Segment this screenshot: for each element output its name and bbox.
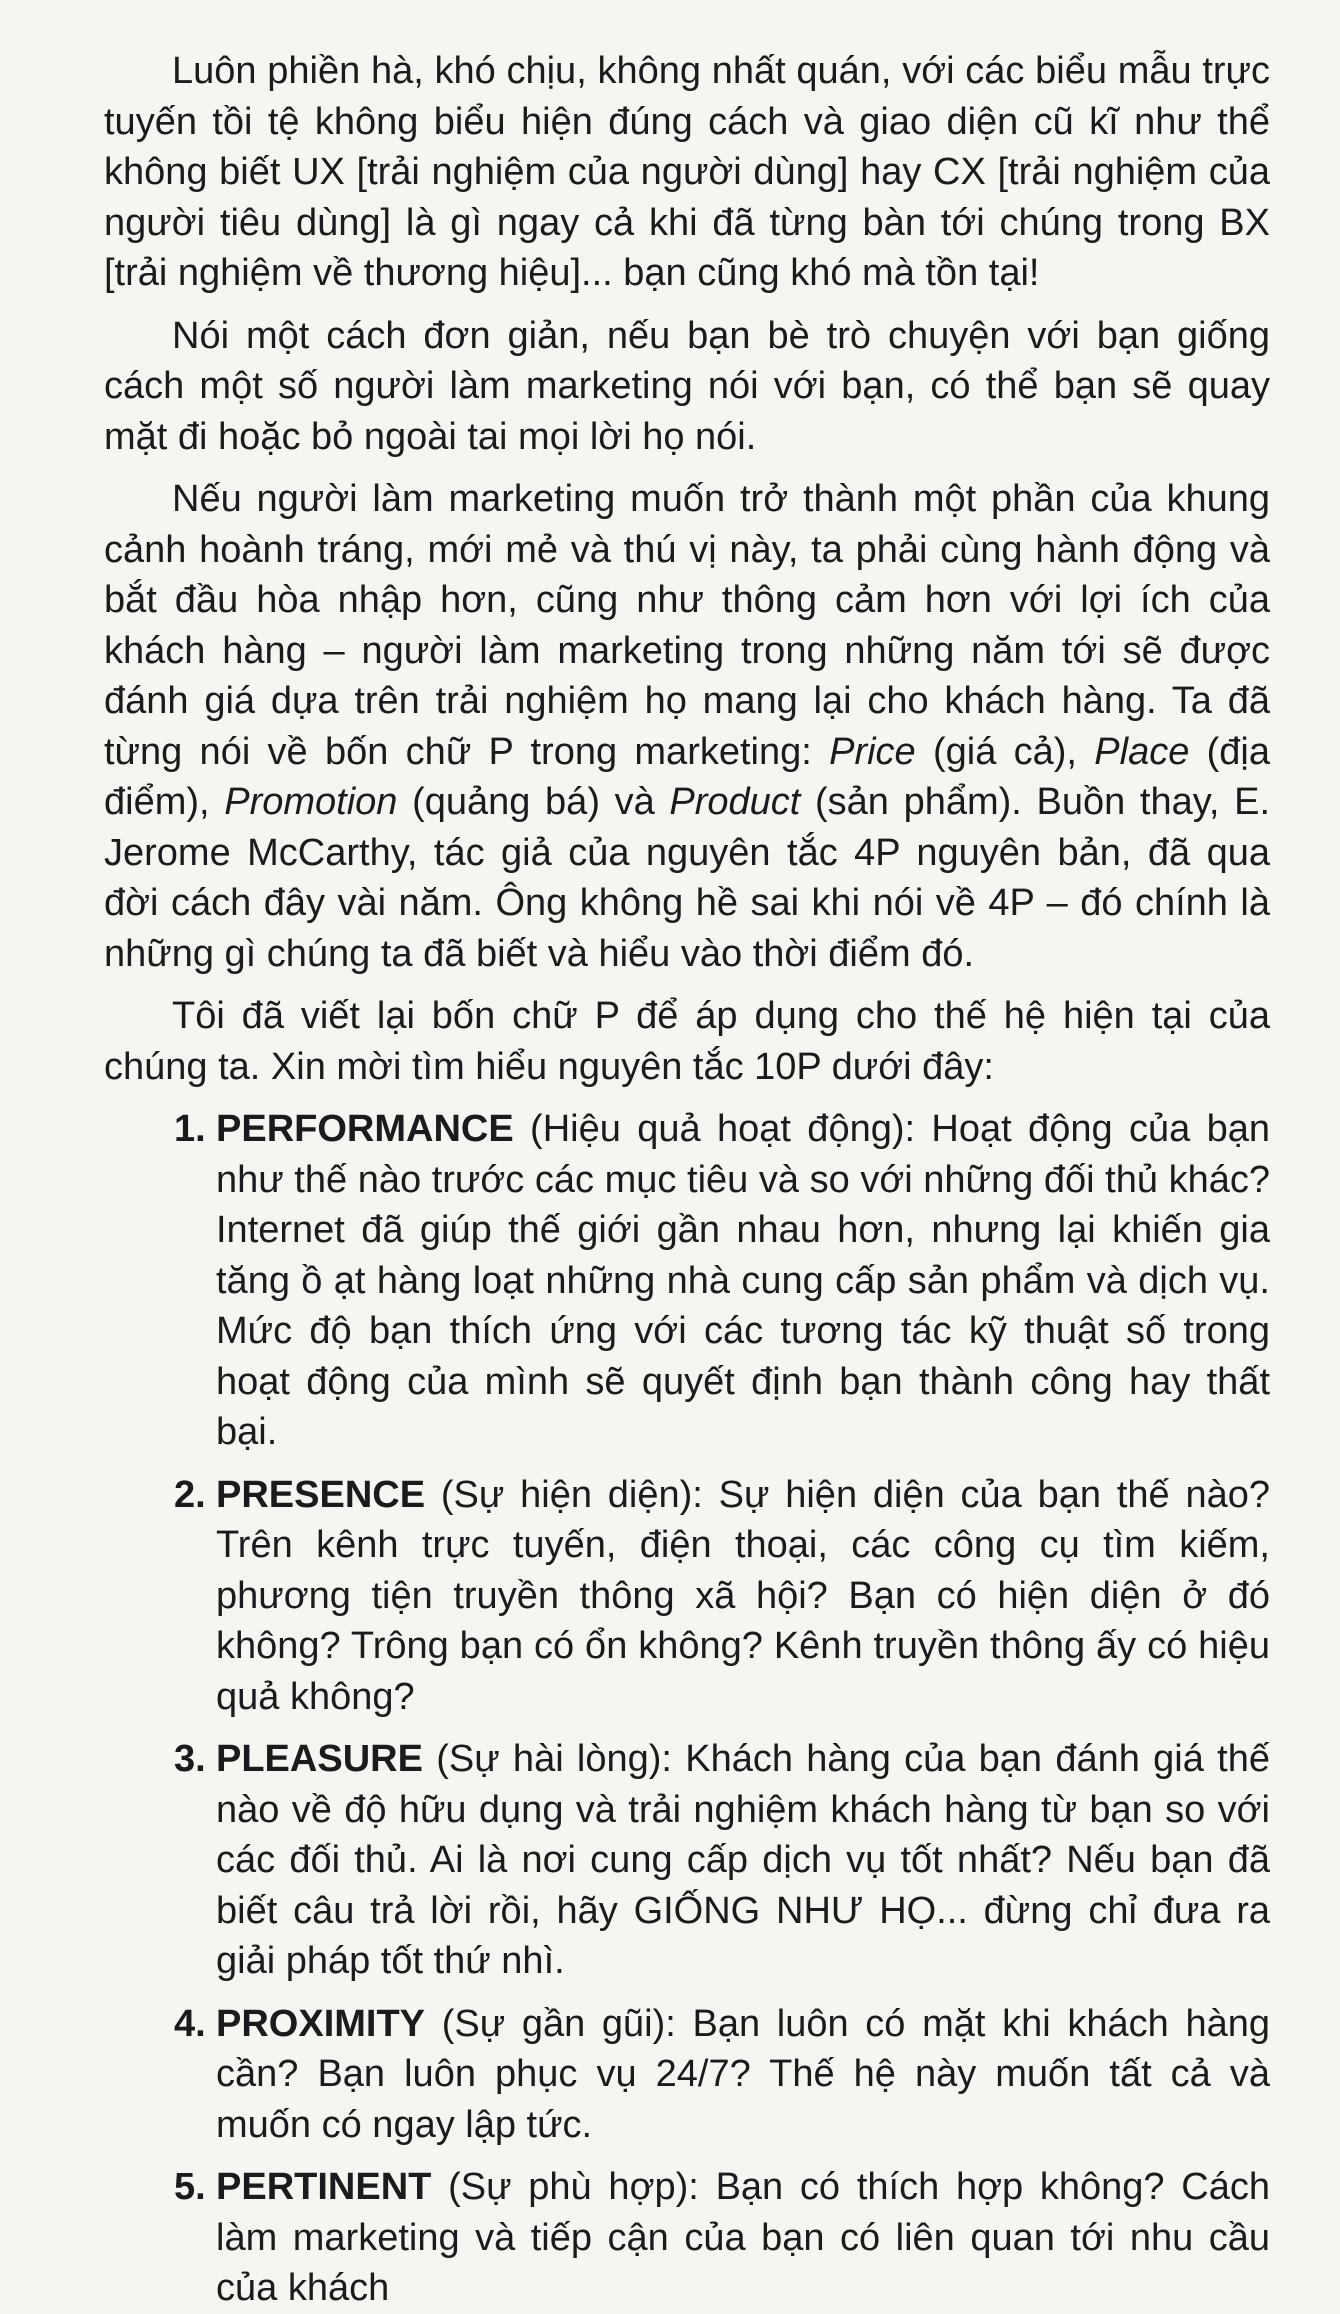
text-segment: Nếu người làm marketing muốn trở thành một phần của khung cảnh hoành tráng, mới mẻ và thú vị này, ta phải cùng hành động và bắt đầu hòa nhập hơn, cũng như thông cảm hơn với lợi ích của khách hàng – người làm marketing trong những năm tới sẽ được đánh giá dựa trên trải nghiệm họ mang lại cho khách hàng. Ta đã từng nói về bốn chữ P trong marketing: (104, 478, 1270, 773)
item-term: PROXIMITY (216, 2002, 426, 2045)
list-item-performance (104, 1104, 1270, 1458)
list-item-pleasure (104, 1734, 1270, 1987)
item-text: (Sự hiện diện): Sự hiện diện của bạn thế nào? Trên kênh trực tuyến, điện thoại, các công cụ tìm kiếm, phương tiện truyền thông xã hội? Bạn có hiện diện ở đó không? Trông bạn có ổn không? Kênh truyền thông ấy có hiệu quả không? (216, 1473, 1270, 1718)
item-term: PERFORMANCE (216, 1108, 514, 1150)
paragraph-friends: Nói một cách đơn giản, nếu bạn bè trò chuyện với bạn giống cách một số người làm marketing nói với bạn, có thể bạn sẽ quay mặt đi hoặc bỏ ngoài tai mọi lời họ nói. (104, 314, 1270, 458)
list-item-pertinent (104, 2162, 1270, 2314)
paragraph-4p (104, 474, 1270, 979)
item-text: (Sự gần gũi): Bạn luôn có mặt khi khách hàng cần? Bạn luôn phục vụ 24/7? Thế hệ này muốn tất cả và muốn có ngay lập tức. (216, 2002, 1270, 2146)
term-place: Place (1094, 730, 1190, 773)
item-number: 1. (174, 1108, 206, 1150)
paragraph-10p-intro: Tôi đã viết lại bốn chữ P để áp dụng cho thế hệ hiện tại của chúng ta. Xin mời tìm hiểu nguyên tắc 10P dưới đây: (104, 995, 1270, 1088)
text-segment: (địa điểm), (104, 730, 1271, 823)
text-segment: (giá cả), (915, 730, 1095, 773)
term-product: Product (669, 781, 801, 823)
paragraph-intro: Luôn phiền hà, khó chịu, không nhất quán, với các biểu mẫu trực tuyến tồi tệ không biểu hiện đúng cách và giao diện cũ kĩ như thể không biết UX [trải nghiệm của người dùng] hay CX [trải nghiệm của người tiêu dùng] là gì ngay cả khi đã từng bàn tới chúng trong BX [trải nghiệm về thương hiệu]... bạn cũng khó mà tồn tại! (104, 50, 1270, 294)
list-item-presence (104, 1470, 1270, 1723)
item-term: PERTINENT (216, 2166, 432, 2208)
item-term: PRESENCE (216, 1473, 426, 1516)
item-term: PLEASURE (216, 1738, 423, 1780)
item-number: 2. (174, 1473, 206, 1516)
item-number: 4. (174, 2002, 206, 2045)
item-number: 5. (174, 2166, 206, 2208)
term-price: Price (829, 730, 916, 773)
item-text: (Hiệu quả hoạt động): Hoạt động của bạn như thế nào trước các mục tiêu và so với những đối thủ khác? Internet đã giúp thế giới gần nhau hơn, nhưng lại khiến gia tăng ồ ạt hàng loạt những nhà cung cấp sản phẩm và dịch vụ. Mức độ bạn thích ứng với các tương tác kỹ thuật số trong hoạt động của mình sẽ quyết định bạn thành công hay thất bại. (216, 1108, 1270, 1453)
principles-list (104, 1104, 1270, 2314)
item-text: (Sự hài lòng): Khách hàng của bạn đánh giá thế nào về độ hữu dụng và trải nghiệm khách hàng từ bạn so với các đối thủ. Ai là nơi cung cấp dịch vụ tốt nhất? Nếu bạn đã biết câu trả lời rồi, hãy GIỐNG NHƯ HỌ... đừng chỉ đưa ra giải pháp tốt thứ nhì. (216, 1738, 1270, 1982)
list-item-proximity (104, 1999, 1270, 2151)
text-segment: (quảng bá) và (397, 781, 670, 823)
text-segment: (sản phẩm). Buồn thay, E. Jerome McCarthy, tác giả của nguyên tắc 4P nguyên bản, đã qua đời cách đây vài năm. Ông không hề sai khi nói về 4P – đó chính là những gì chúng ta đã biết và hiểu vào thời điểm đó. (104, 781, 1271, 975)
item-number: 3. (174, 1738, 206, 1780)
term-promotion: Promotion (224, 781, 398, 823)
item-text: (Sự phù hợp): Bạn có thích hợp không? Cách làm marketing và tiếp cận của bạn có liên quan tới nhu cầu của khách (216, 2166, 1270, 2309)
